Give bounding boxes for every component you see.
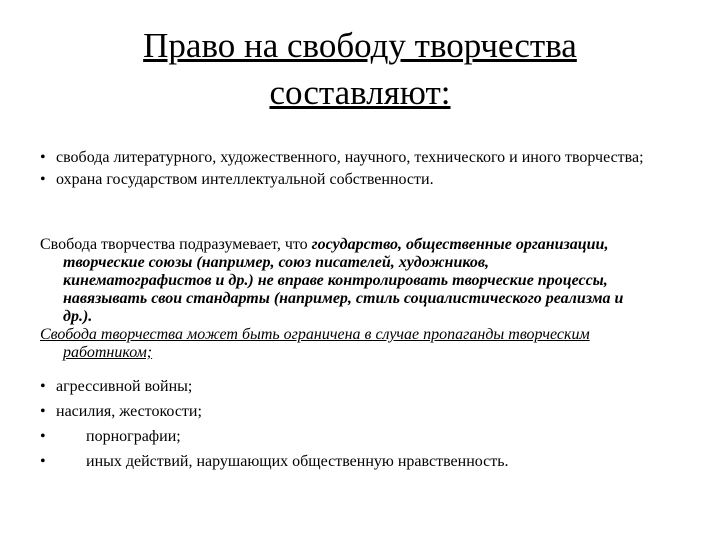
- freedom-paragraph: [40, 236, 640, 362]
- rights-list-item: • свобода литературного, художественного, научного, технического и иного творчества;: [40, 149, 680, 167]
- freedom-paragraph-lead: Свобода творчества подразумевает, что: [40, 236, 312, 253]
- limitation-list-item: • агрессивной войны;: [40, 378, 680, 396]
- limitation-list-item: • насилия, жестокости;: [40, 403, 680, 421]
- title-line-2: составляют:: [269, 73, 451, 112]
- limitation-list-item: • порнографии;: [40, 428, 680, 446]
- rights-list-item: • охрана государством интеллектуальной собственности.: [40, 171, 680, 189]
- limitation-heading: Свобода творчества может быть ограничена в случае пропаганды творческим работником;: [40, 326, 590, 361]
- page-title: [60, 22, 660, 116]
- limitation-list-item: • иных действий, нарушающих общественную нравственность.: [40, 453, 680, 471]
- freedom-paragraph-emphasis: государство, общественные организации, творческие союзы (например, союз писателей, художников, кинематографистов и др.) не вправе контролировать творческие процессы, навязывать свои стандарты (например, стиль социалистического реализма и др.).: [63, 236, 624, 325]
- rights-list: [40, 149, 680, 189]
- title-line-1: Право на свободу творчества: [143, 26, 577, 65]
- limitation-list: [40, 378, 680, 471]
